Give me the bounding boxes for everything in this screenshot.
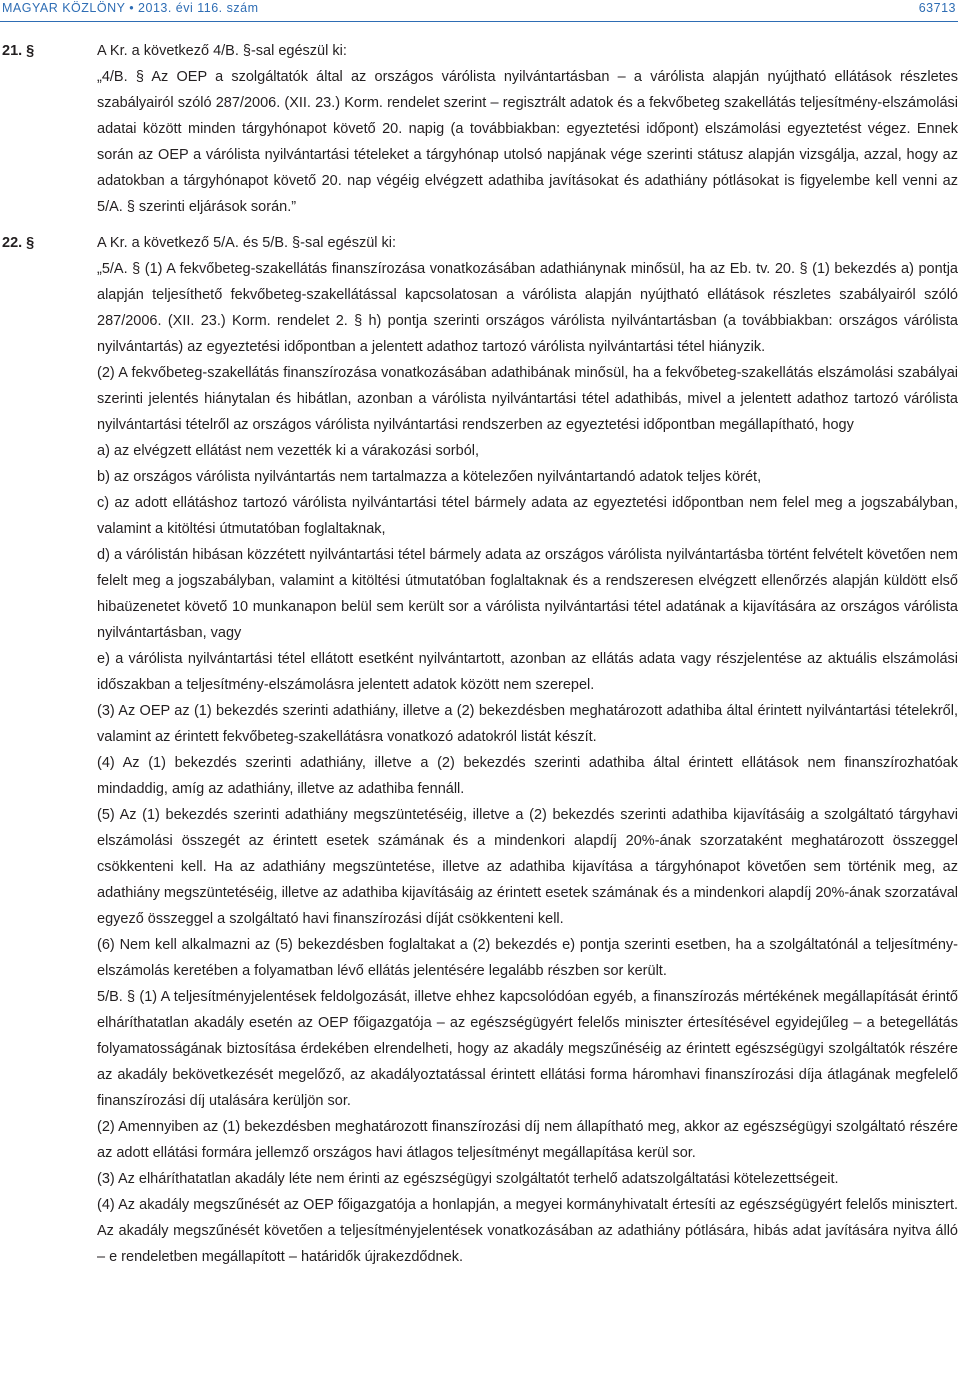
header-divider	[0, 21, 958, 22]
paragraph: (4) Az akadály megszűnését az OEP főigazgatója a honlapján, a megyei kormányhivatalt értesíti az egészségügyért felelős minisztert. Az akadály megszűnését követően a teljesítményjelentések vonatkozásában az adathiány pótlására, hibás adat javítására nyitva álló – e rendeletben megállapított – határidők újrakezdődnek.	[97, 1197, 958, 1265]
section-text	[97, 38, 958, 220]
list-item: c) az adott ellátáshoz tartozó várólista nyilvántartási tétel bármely adata az egyeztetési időpontban nem felel meg a jogszabályban, valamint a kitöltési útmutatóban foglaltaknak,	[97, 495, 958, 537]
paragraph: A Kr. a következő 4/B. §-sal egészül ki:	[97, 43, 347, 59]
section-text	[97, 230, 958, 1270]
paragraph: (5) Az (1) bekezdés szerinti adathiány megszüntetéséig, illetve a (2) bekezdés szerinti adathiba kijavításáig a szolgáltató tárgyhavi elszámolási összegét az érintett esetek számának és a mindenkori alapdíj 20%-ának szorzataként meghatározott összeggel csökkenteni kell. Ha az adathiány megszüntetése, illetve az adathiba kijavítása a tárgyhónapot követően sem történik meg, az adathiány megszüntetéséig, illetve az adathiba kijavításáig az érintett esetek számának és a mindenkori alapdíj 20%-ának szorzatával egyező összeggel a szolgáltató havi finanszírozási díját csökkenteni kell.	[97, 807, 958, 927]
page-number: 63713	[918, 1, 956, 15]
paragraph: (2) A fekvőbeteg-szakellátás finanszírozása vonatkozásában adathibának minősül, ha a fekvőbeteg-szakellátás elszámolási szabályai szerinti jelentés hiánytalan és hibátlan, azonban a várólista nyilvántartási tétel adathibás, mivel a jelentett adathoz tartozó várólista nyilvántartási tételről az országos várólista nyilvántartási rendszerben az egyeztetési időpontban megállapítható, hogy	[97, 365, 958, 433]
list-item: d) a várólistán hibásan közzétett nyilvántartási tétel bármely adata az országos várólista nyilvántartásba történt felvételt követően nem felelt meg a jogszabályban, valamint a kitöltési útmutatóban foglaltaknak és a rendszeresen elvégzett ellenőrzés alapján küldött első hibaüzenetet követő 10 munkanapon belül sem került sor a várólista nyilvántartási tétel adatának a kijavítására az országos várólista nyilvántartásban, vagy	[97, 547, 958, 641]
paragraph: (6) Nem kell alkalmazni az (5) bekezdésben foglaltakat a (2) bekezdés e) pontja szerinti esetben, ha a szolgáltatónál a teljesítmény-elszámolás keretében a folyamatban lévő ellátás jelentésére legalább részben sor került.	[97, 937, 958, 979]
section-21	[0, 38, 958, 220]
running-header	[0, 0, 960, 22]
document-body	[0, 38, 958, 1280]
paragraph: „5/A. § (1) A fekvőbeteg-szakellátás finanszírozása vonatkozásában adathiánynak minősül, ha az Eb. tv. 20. § (1) bekezdés a) pontja alapján teljesíthető fekvőbeteg-szakellátással kapcsolatosan a várólista alapján nyújtható ellátások részletes szabályairól szóló 287/2006. (XII. 23.) Korm. rendelet 2. § h) pontja szerinti országos várólista nyilvántartásban (a továbbiakban: országos várólista nyilvántartás) az egyeztetési időpontban a jelentett adathoz tartozó várólista nyilvántartási tétel hiányzik.	[97, 261, 958, 355]
list-item: e) a várólista nyilvántartási tétel ellátott esetként nyilvántartott, azonban az ellátás adata vagy részjelentése az aktuális elszámolási időszakban a teljesítmény-elszámolásra jelentett adatok között nem szerepel.	[97, 651, 958, 693]
paragraph: (2) Amennyiben az (1) bekezdésben meghatározott finanszírozási díj nem állapítható meg, akkor az egészségügyi szolgáltató részére az adott ellátási formára jellemző országos havi átlagos teljesítményt megállapítása kerül sor.	[97, 1119, 958, 1161]
list-item: a) az elvégzett ellátást nem vezették ki a várakozási sorból,	[97, 443, 480, 459]
list-item: b) az országos várólista nyilvántartás nem tartalmazza a kötelezően nyilvántartandó adatok teljes körét,	[97, 469, 762, 485]
section-number: 21. §	[2, 43, 35, 59]
section-22	[0, 230, 958, 1270]
paragraph: A Kr. a következő 5/A. és 5/B. §-sal egészül ki:	[97, 235, 397, 251]
paragraph: (3) Az elháríthatatlan akadály léte nem érinti az egészségügyi szolgáltatót terhelő adatszolgáltatási kötelezettségeit.	[97, 1171, 839, 1187]
section-number: 22. §	[2, 235, 35, 251]
journal-title: MAGYAR KÖZLÖNY • 2013. évi 116. szám	[2, 1, 259, 15]
paragraph: (4) Az (1) bekezdés szerinti adathiány, illetve a (2) bekezdés szerinti adathiba által érintett ellátások nem finanszírozhatóak mindaddig, amíg az adathiány, illetve az adathiba fennáll.	[97, 755, 958, 797]
paragraph: (3) Az OEP az (1) bekezdés szerinti adathiány, illetve a (2) bekezdésben meghatározott adathiba által érintett nyilvántartási tételekről, valamint az érintett fekvőbeteg-szakellátásra vonatkozó adatokról listát készít.	[97, 703, 958, 745]
paragraph: „4/B. § Az OEP a szolgáltatók által az országos várólista nyilvántartásban – a várólista alapján nyújtható ellátások részletes szabályairól szóló 287/2006. (XII. 23.) Korm. rendelet szerint – regisztrált adatok és a fekvőbeteg szakellátás teljesítmény-elszámolási adatai között minden tárgyhónapot követő 20. napig (a továbbiakban: egyeztetési időpont) elszámolási egyeztetést végez. Ennek során az OEP a várólista nyilvántartási tételeket a tárgyhónap utolsó napjának vége szerinti státusz alapján vizsgálja, azzal, hogy az adatokban a tárgyhónapot követő 20. nap végéig elvégzett adathiba javításokat és adathiány pótlásokat is figyelembe kell venni az 5/A. § szerinti eljárások során.”	[97, 69, 958, 215]
paragraph: 5/B. § (1) A teljesítményjelentések feldolgozását, illetve ehhez kapcsolódóan egyéb, a finanszírozás mértékének megállapítását érintő elháríthatatlan akadály esetén az OEP főigazgatója – az egészségügyért felelős miniszter értesítésével egyidejűleg – a betegellátás folyamatosságának biztosítása érdekében elrendelheti, hogy az akadály megszűnéséig az érintett egészségügyi szolgáltatók részére az akadály bekövetkezését megelőző, az akadályoztatással érintett ellátási forma háromhavi finanszírozási díja átlagának megfelelő finanszírozási díj utalására kerüljön sor.	[97, 989, 958, 1109]
